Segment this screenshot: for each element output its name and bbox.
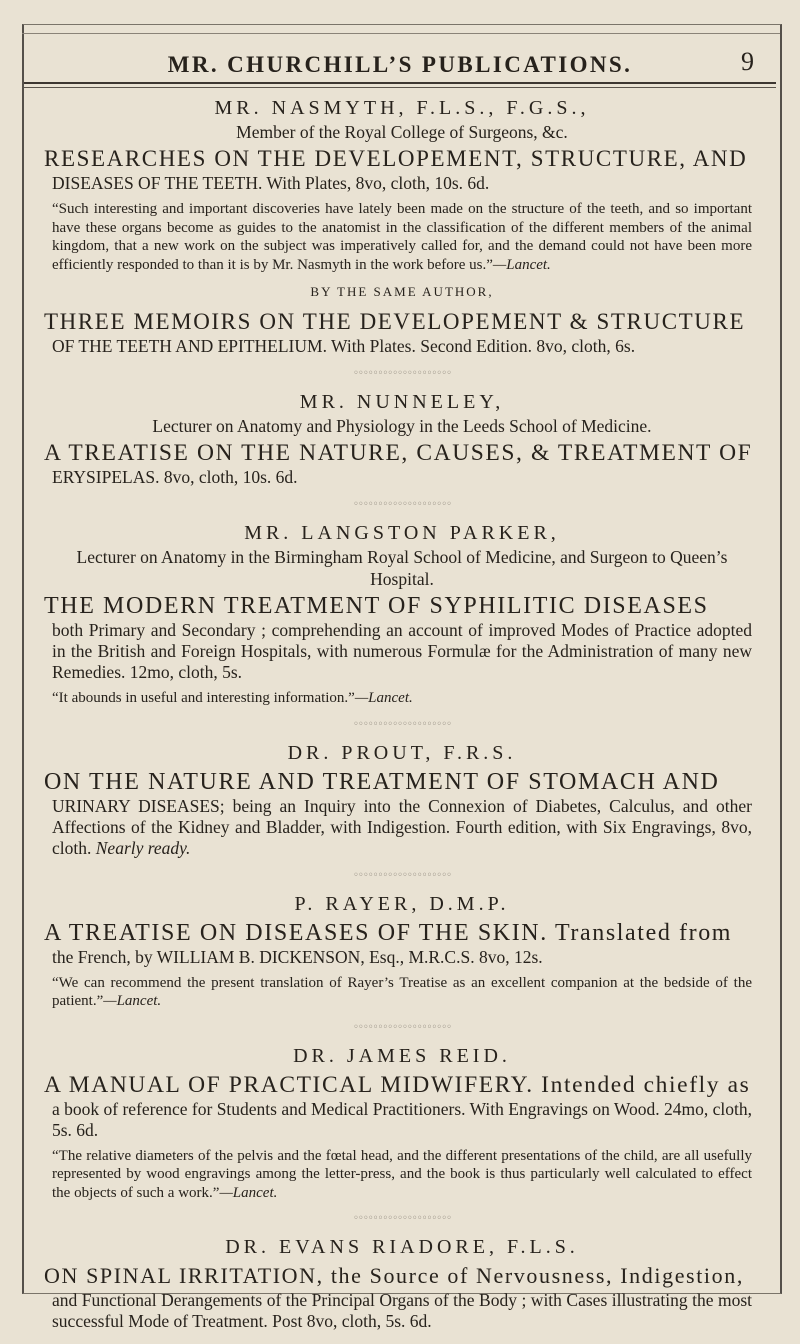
ornamental-divider: ◦◦◦◦◦◦◦◦◦◦◦◦◦◦◦◦◦◦◦◦	[353, 1021, 451, 1033]
running-head: MR. CHURCHILL’S PUBLICATIONS.	[167, 52, 633, 77]
review-quote	[52, 1147, 752, 1203]
quote-text: “The relative diameters of the pelvis and the fœtal head, and the different presentations of the child, are all usefully represented by wood engravings among the letter-press, and the book is thus particularly well calculated to effect the objects of such a work.”	[52, 1147, 752, 1201]
same-author-note: BY THE SAME AUTHOR,	[310, 284, 494, 299]
quote-source: —Lancet.	[354, 690, 413, 706]
top-rule	[22, 33, 780, 34]
book-title: ON THE NATURE AND TREATMENT OF STOMACH AND	[44, 768, 720, 795]
availability-note: Nearly ready.	[95, 837, 191, 858]
book-details: ERYSIPELAS. 8vo, cloth, 10s. 6d.	[52, 467, 298, 487]
review-quote	[52, 200, 752, 274]
ornamental-divider: ◦◦◦◦◦◦◦◦◦◦◦◦◦◦◦◦◦◦◦◦	[353, 869, 451, 881]
quote-source: —Lancet.	[219, 1184, 278, 1201]
header-rule-thin	[24, 87, 776, 88]
entry-rayer	[44, 891, 752, 1011]
entry-prout	[44, 740, 752, 859]
book-details: and Functional Derangements of the Principal Organs of the Body ; with Cases illustrating the most successful Mode of Treatment. Post 8vo, cloth, 5s. 6d.	[52, 1290, 752, 1331]
author-name: DR. EVANS RIADORE, F.L.S.	[225, 1236, 579, 1258]
entry-langston-parker	[44, 520, 752, 708]
author-name: MR. LANGSTON PARKER,	[244, 522, 560, 544]
entry-riadore	[44, 1234, 752, 1332]
ornamental-divider: ◦◦◦◦◦◦◦◦◦◦◦◦◦◦◦◦◦◦◦◦	[353, 499, 451, 510]
page-number: 9	[741, 47, 754, 76]
book-title: ON SPINAL IRRITATION, the Source of Nervousness, Indigestion,	[44, 1263, 744, 1288]
book-details: a book of reference for Students and Medical Practitioners. With Engravings on Wood. 24mo, cloth, 5s. 6d.	[52, 1098, 752, 1140]
review-quote	[52, 974, 752, 1011]
book-title: A TREATISE ON DISEASES OF THE SKIN. Translated from	[44, 919, 733, 946]
entry-nunneley	[44, 389, 753, 488]
quote-text: “It abounds in useful and interesting information.”	[52, 690, 355, 706]
author-name: MR. NASMYTH, F.L.S., F.G.S.,	[214, 97, 590, 119]
publication-list	[44, 95, 753, 1332]
ornamental-divider: ◦◦◦◦◦◦◦◦◦◦◦◦◦◦◦◦◦◦◦◦	[353, 368, 451, 379]
author-name: DR. PROUT, F.R.S.	[287, 741, 517, 764]
author-name: DR. JAMES REID.	[293, 1044, 511, 1067]
book-details	[52, 796, 752, 859]
book-title: THREE MEMOIRS ON THE DEVELOPEMENT & STRUCTURE	[44, 309, 746, 334]
book-details: both Primary and Secondary ; comprehending an account of improved Modes of Practice adopted in the British and Foreign Hospitals, with numerous Formulæ for the Administration of many new Remedies. 12mo, cloth, 5s.	[52, 620, 752, 682]
quote-source: —Lancet.	[103, 993, 162, 1009]
book-title: RESEARCHES ON THE DEVELOPEMENT, STRUCTURE, AND	[44, 146, 748, 171]
book-title: A TREATISE ON THE NATURE, CAUSES, & TREATMENT OF	[44, 440, 753, 466]
entry-reid	[44, 1043, 752, 1203]
quote-text: “Such interesting and important discoveries have lately been made on the structure of the teeth, and so important have these organs become as guides to the anatomist in the classification of the different members of the animal kingdom, that a new work on the subject was imperatively called for, and the demand could not have been more efficiently responded to than it is by Mr. Nasmyth in the work before us.”	[52, 201, 752, 273]
entry-nasmyth	[44, 95, 752, 357]
ornamental-divider: ◦◦◦◦◦◦◦◦◦◦◦◦◦◦◦◦◦◦◦◦	[353, 718, 451, 730]
book-details: DISEASES OF THE TEETH. With Plates, 8vo, cloth, 10s. 6d.	[52, 173, 490, 193]
ornamental-divider: ◦◦◦◦◦◦◦◦◦◦◦◦◦◦◦◦◦◦◦◦	[353, 1213, 451, 1224]
book-details: the French, by WILLIAM B. DICKENSON, Esq., M.R.C.S. 8vo, 12s.	[52, 946, 543, 967]
author-name: P. RAYER, D.M.P.	[294, 892, 510, 915]
book-details-text: URINARY DISEASES; being an Inquiry into the Connexion of Diabetes, Calculus, and other Affections of the Kidney and Bladder, with Indigestion. Fourth edition, with Six Engravings, 8vo, cloth.	[52, 795, 752, 858]
book-title: A MANUAL OF PRACTICAL MIDWIFERY. Intended chiefly as	[44, 1071, 751, 1098]
author-name: MR. NUNNELEY,	[299, 391, 505, 413]
author-credential: Lecturer on Anatomy in the Birmingham Royal School of Medicine, and Surgeon to Queen’s Hospital.	[76, 547, 728, 589]
book-details: OF THE TEETH AND EPITHELIUM. With Plates. Second Edition. 8vo, cloth, 6s.	[52, 336, 636, 356]
quote-source: —Lancet.	[492, 256, 551, 273]
author-credential: Lecturer on Anatomy and Physiology in the Leeds School of Medicine.	[152, 416, 652, 436]
header-rule	[24, 82, 776, 84]
page-header	[24, 38, 776, 86]
author-credential: Member of the Royal College of Surgeons, &c.	[236, 122, 568, 142]
quote-text: “We can recommend the present translation of Rayer’s Treatise as an excellent companion at the bedside of the patient.”	[52, 974, 752, 1009]
book-title: THE MODERN TREATMENT OF SYPHILITIC DISEASES	[44, 593, 709, 619]
review-quote	[52, 689, 752, 708]
